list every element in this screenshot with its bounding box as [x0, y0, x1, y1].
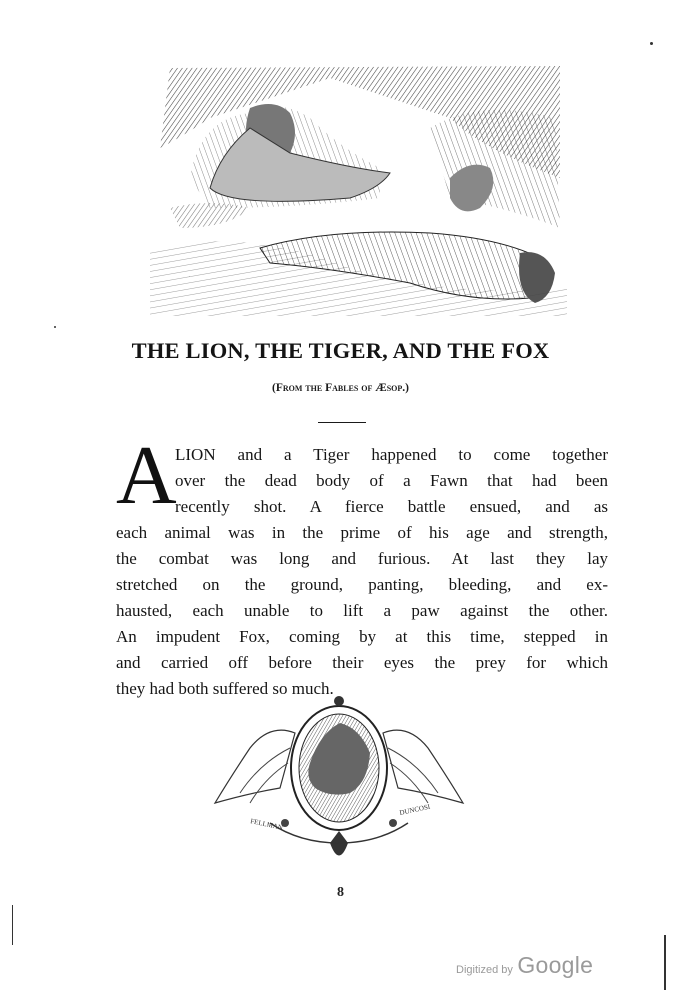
- google-logo: Google: [517, 952, 594, 978]
- subtitle: (From the Fables of Æsop.): [272, 382, 409, 394]
- text-line: stretched on the ground, panting, bleeding, and ex-: [116, 575, 608, 594]
- text-line: LION and a Tiger happened to come together: [175, 445, 608, 464]
- page-number: 8: [337, 885, 344, 900]
- lion-tiger-fox-illustration: [150, 58, 567, 316]
- text-line: An impudent Fox, coming by at this time, stepped in: [116, 627, 608, 646]
- scan-speck: [54, 326, 56, 328]
- scan-speck: [650, 42, 653, 45]
- watermark-prefix: Digitized by: [456, 964, 513, 976]
- text-line: they had both suffered so much.: [116, 679, 334, 698]
- page-title: THE LION, THE TIGER, AND THE FOX: [131, 338, 550, 363]
- text-line: the combat was long and furious. At last they lay: [116, 549, 608, 568]
- digitized-watermark: [456, 952, 593, 979]
- scan-edge-mark: [664, 935, 666, 990]
- scan-edge-mark: [12, 905, 13, 945]
- vignette-signature-right: DUNCOSI: [398, 802, 431, 817]
- text-line: recently shot. A fierce battle ensued, and as: [175, 497, 608, 516]
- wolf-head-vignette: [210, 693, 468, 878]
- vignette-signature-left: FELLMAN: [249, 817, 284, 832]
- text-line: hausted, each unable to lift a paw against the other.: [116, 601, 608, 620]
- text-line: and carried off before their eyes the prey for which: [116, 653, 608, 672]
- drop-cap: A: [116, 429, 177, 522]
- fable-text: [116, 442, 608, 702]
- text-line: over the dead body of a Fawn that had been: [175, 471, 608, 490]
- text-line: each animal was in the prime of his age and strength,: [116, 523, 608, 542]
- title-divider: [318, 422, 366, 423]
